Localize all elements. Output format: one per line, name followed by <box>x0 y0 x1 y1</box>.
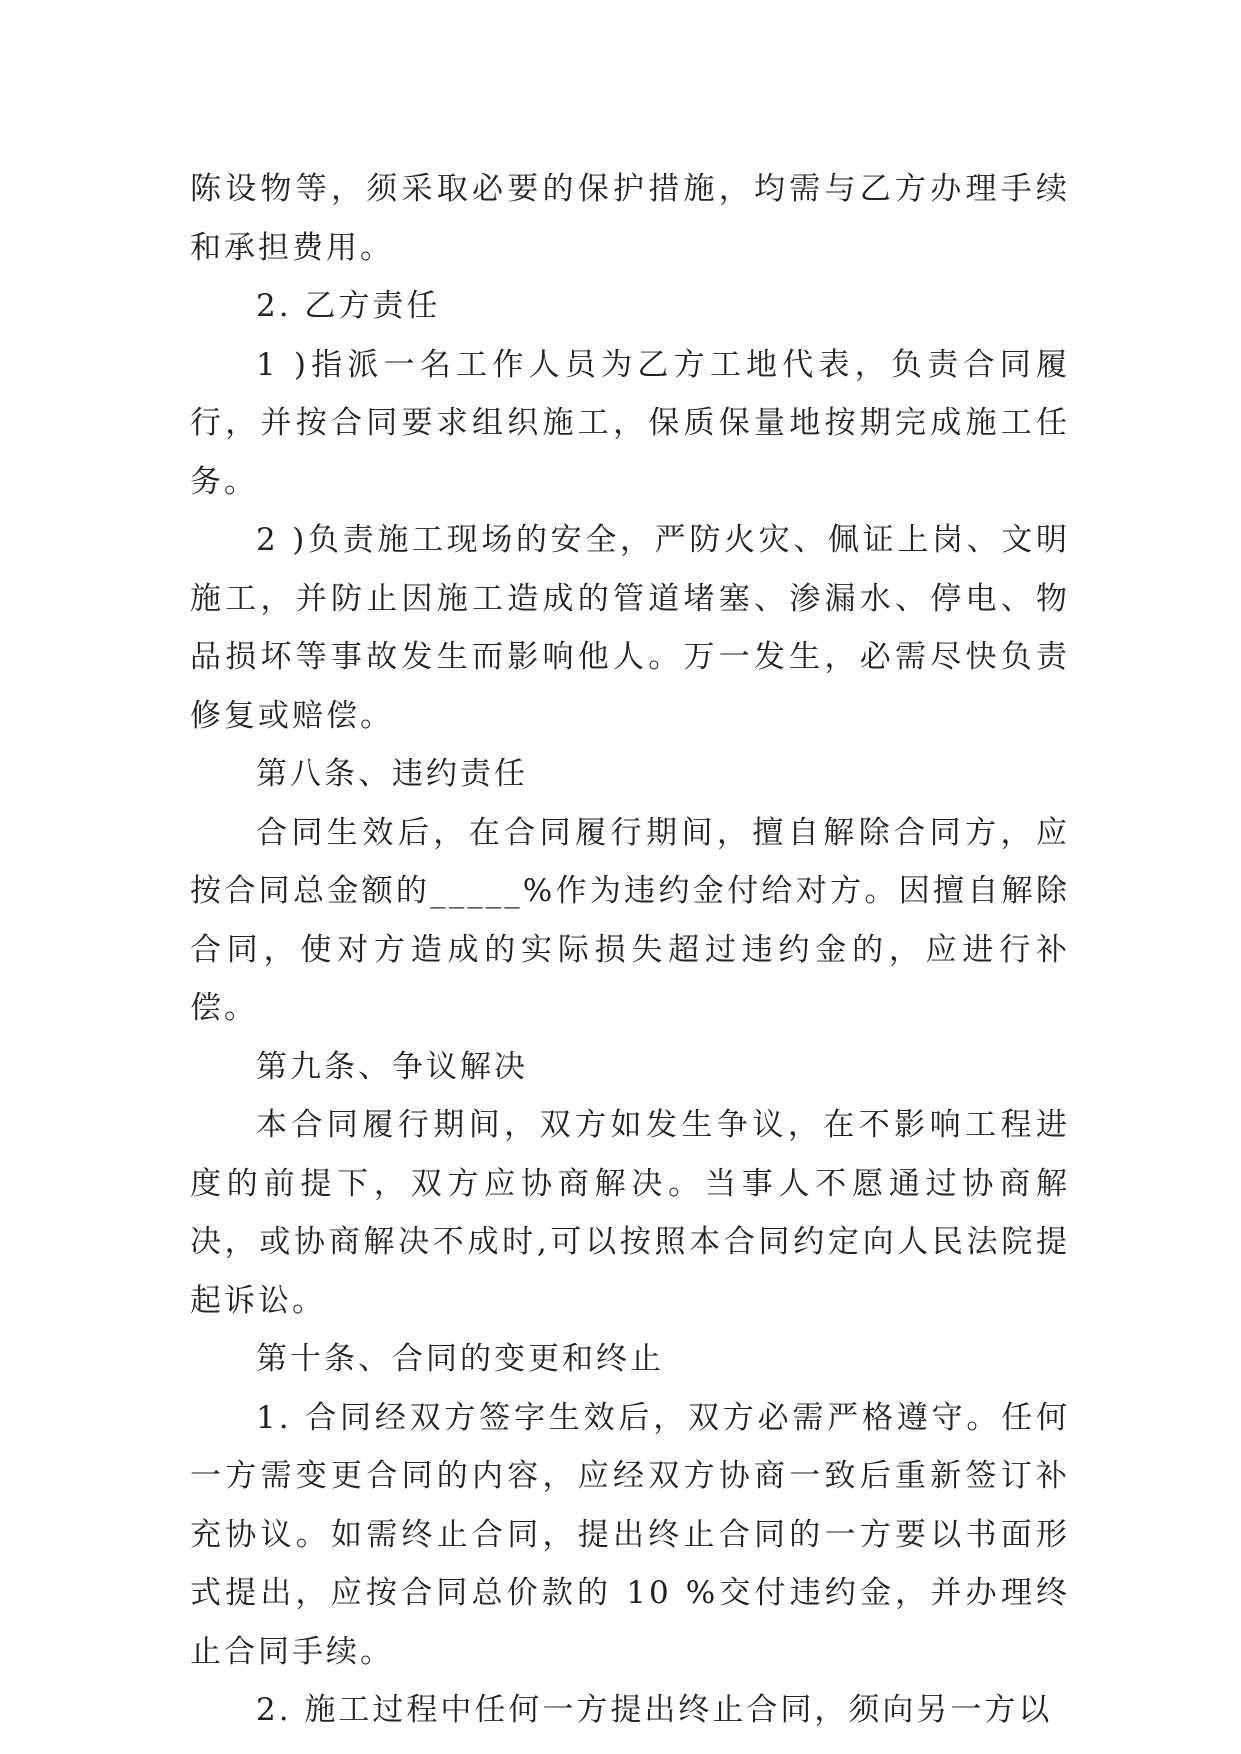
article-heading-10: 第十条、合同的变更和终止 <box>256 1341 664 1377</box>
paragraph-dispute-resolution: 本合同履行期间，双方如发生争议，在不影响工程进度的前提下，双方应协商解决。当事人不愿通过协商解决，或协商解决不成时,可以按照本合同约定向人民法院提起诉讼。 <box>190 1107 1070 1319</box>
paragraph-change-item-1: 1. 合同经双方签字生效后，双方必需严格遵守。任何一方需变更合同的内容，应经双方协商一致后重新签订补充协议。如需终止合同，提出终止合同的一方要以书面形式提出，应按合同总价款的 10 %交付违约金，并办理终止合同手续。 <box>190 1399 1070 1670</box>
paragraph-item-2: 2 )负责施工现场的安全，严防火灾、佩证上岗、文明施工，并防止因施工造成的管道堵塞、渗漏水、停电、物品损坏等事故发生而影响他人。万一发生，必需尽快负责修复或赔偿。 <box>190 522 1070 734</box>
paragraph-item-1: 1 )指派一名工作人员为乙方工地代表，负责合同履行，并按合同要求组织施工，保质保量地按期完成施工任务。 <box>190 346 1070 500</box>
paragraph-continuation: 陈设物等，须采取必要的保护措施，均需与乙方办理手续和承担费用。 <box>190 171 1070 266</box>
article-heading-9: 第九条、争议解决 <box>256 1048 528 1085</box>
document-body <box>190 160 1070 1740</box>
clause-heading-party-b-duties: 2. 乙方责任 <box>256 288 441 324</box>
paragraph-change-item-2: 2. 施工过程中任何一方提出终止合同，须向另一方以 <box>256 1692 1053 1728</box>
paragraph-breach-liability: 合同生效后，在合同履行期间，擅自解除合同方，应按合同总金额的_____%作为违约金付给对方。因擅自解除合同，使对方造成的实际损失超过违约金的，应进行补偿。 <box>190 814 1070 1026</box>
article-heading-8: 第八条、违约责任 <box>256 756 528 792</box>
